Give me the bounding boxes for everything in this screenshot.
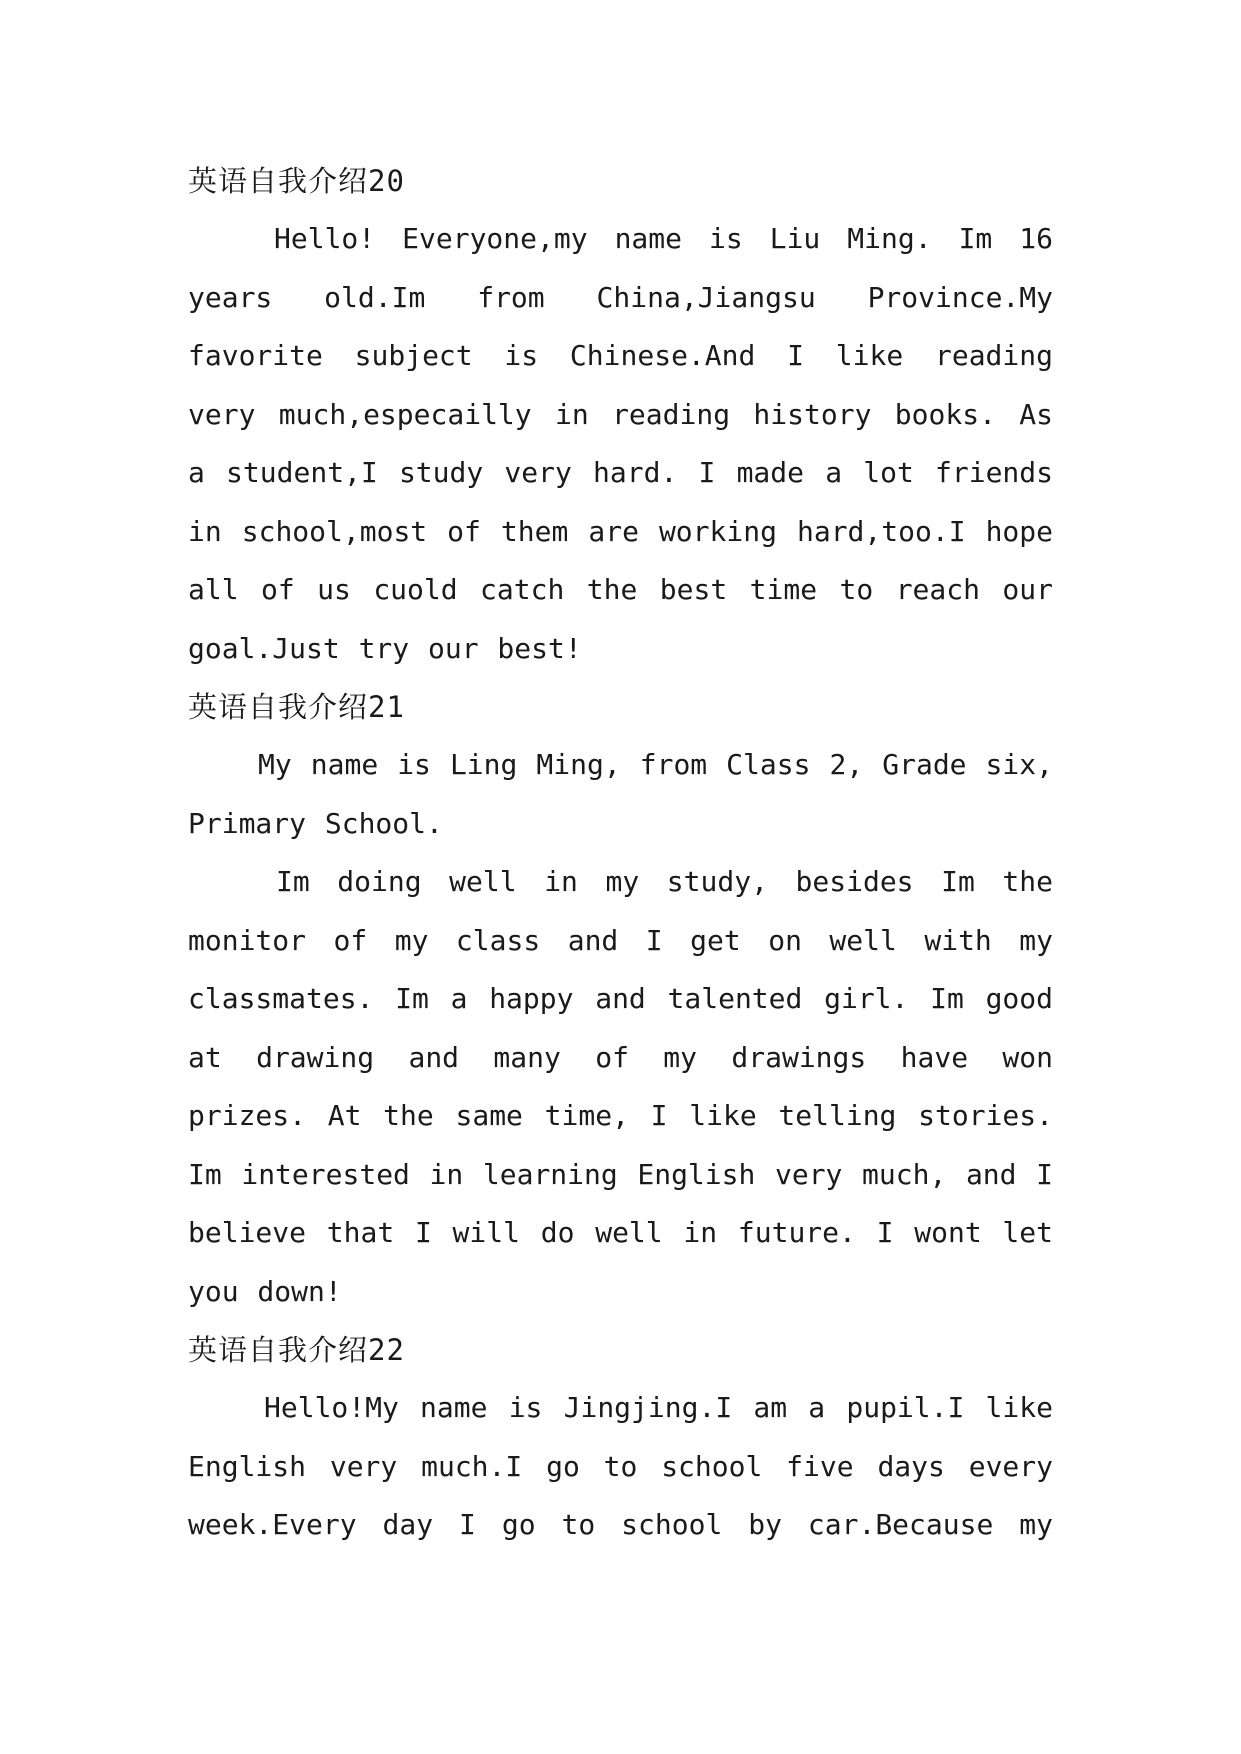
section-20-paragraph-1: Hello! Everyone,my name is Liu Ming. Im 16 years old.Im from China,Jiangsu Province.My favorite subject is Chinese.And I like reading very much,especailly in reading history books. As a student,I study very hard. I made a lot friends in school,most of them are working hard,too.I hope all of us cuold catch the best time to reach our goal.Just try our best! (188, 222, 1053, 665)
section-heading-20: 英语自我介绍20 (188, 164, 405, 198)
section-heading-22: 英语自我介绍22 (188, 1333, 405, 1367)
section-21-paragraph-2: Im doing well in my study, besides Im the monitor of my class and I get on well with my classmates. Im a happy and talented girl. Im good at drawing and many of my drawings have won prizes. At the same time, I like telling stories. Im interested in learning English very much, and I believe that I will do well in future. I wont let you down! (188, 865, 1053, 1308)
section-22-paragraph-1: Hello!My name is Jingjing.I am a pupil.I like English very much.I go to school five days every week.Every day I go to school by car.Because my (188, 1391, 1053, 1541)
document-page (188, 152, 1053, 1555)
section-21-paragraph-1: My name is Ling Ming, from Class 2, Grade six, Primary School. (188, 748, 1053, 840)
section-heading-21: 英语自我介绍21 (188, 690, 405, 724)
